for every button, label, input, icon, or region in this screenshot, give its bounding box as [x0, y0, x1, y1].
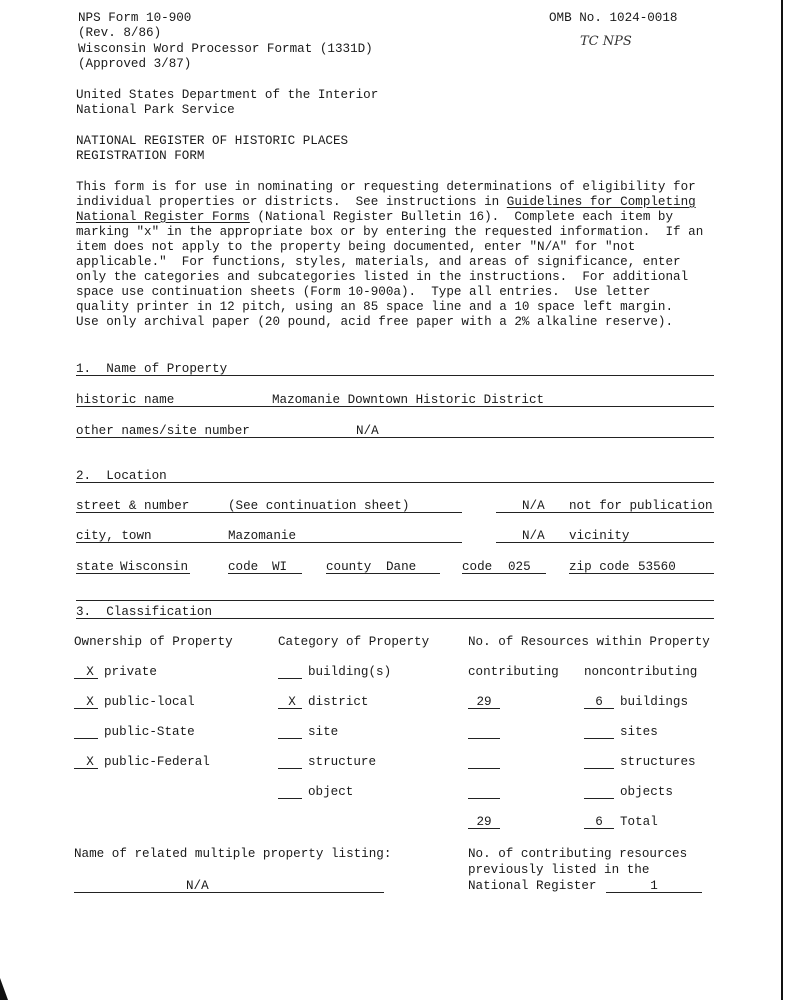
scan-corner-mark: [0, 978, 8, 1000]
related-listing-value[interactable]: N/A: [186, 879, 209, 893]
resources-objects-noncontributing-blank: [584, 798, 614, 799]
county-value[interactable]: Dane: [386, 560, 417, 574]
related-listing-rule: [74, 892, 384, 893]
resources-sites-noncontributing-blank: [584, 738, 614, 739]
historic-name-value[interactable]: Mazomanie Downtown Historic District: [272, 393, 545, 407]
street-na[interactable]: N/A: [522, 499, 545, 513]
resources-total-contributing[interactable]: 29: [476, 815, 492, 829]
ownership-public-federal-mark[interactable]: X: [86, 755, 94, 769]
vicinity-na[interactable]: N/A: [522, 529, 545, 543]
ownership-public-local-blank: [74, 708, 98, 709]
ownership-public-federal-blank: [74, 768, 98, 769]
resources-buildings-contributing-blank: [468, 708, 500, 709]
form-title: NATIONAL REGISTER OF HISTORIC PLACES: [76, 134, 349, 148]
ownership-heading: Ownership of Property: [74, 635, 233, 649]
publication-rule: [496, 512, 714, 513]
category-buildings-label: building(s): [308, 665, 392, 679]
handwritten-note: TC NPS: [580, 34, 632, 49]
street-label: street & number: [76, 499, 190, 513]
guidelines-link: Guidelines for Completing: [506, 195, 696, 209]
service: National Park Service: [76, 103, 235, 117]
resources-heading: No. of Resources within Property: [468, 635, 710, 649]
ownership-public-federal-label: public-Federal: [104, 755, 210, 769]
category-object-label: object: [308, 785, 354, 799]
county-label: county: [326, 560, 372, 574]
form-revision: (Rev. 8/86): [78, 26, 162, 40]
resources-sites-contributing-blank: [468, 738, 500, 739]
historic-name-label: historic name: [76, 393, 175, 407]
previously-listed-label-2: previously listed in the: [468, 863, 650, 877]
resources-sites-label: sites: [620, 725, 658, 739]
city-rule: [76, 542, 462, 543]
vicinity-rule: [496, 542, 714, 543]
resources-objects-contributing-blank: [468, 798, 500, 799]
previously-listed-label-3: National Register: [468, 879, 597, 893]
resources-buildings-noncontributing[interactable]: 6: [595, 695, 603, 709]
street-value[interactable]: (See continuation sheet): [228, 499, 410, 513]
category-district-mark[interactable]: X: [288, 695, 296, 709]
resources-objects-label: objects: [620, 785, 673, 799]
previously-listed-value[interactable]: 1: [650, 879, 658, 893]
city-label: city, town: [76, 529, 152, 543]
ownership-private-mark[interactable]: X: [86, 665, 94, 679]
resources-buildings-noncontributing-blank: [584, 708, 614, 709]
resources-structures-label: structures: [620, 755, 696, 769]
section-1-heading: 1. Name of Property: [76, 362, 228, 376]
previously-listed-label-1: No. of contributing resources: [468, 847, 688, 861]
contributing-heading: contributing: [468, 665, 559, 679]
section-1-rule: [76, 375, 714, 376]
state-rule: [76, 573, 190, 574]
resources-total-noncontributing[interactable]: 6: [595, 815, 603, 829]
ownership-public-state-label: public-State: [104, 725, 195, 739]
section-2-rule: [76, 482, 714, 483]
resources-structures-contributing-blank: [468, 768, 500, 769]
scan-edge-line: [781, 0, 783, 1000]
category-structure-label: structure: [308, 755, 377, 769]
form-approved: (Approved 3/87): [78, 57, 192, 71]
department: United States Department of the Interior: [76, 88, 379, 102]
ownership-public-local-label: public-local: [104, 695, 195, 709]
category-site-label: site: [308, 725, 339, 739]
state-code-rule: [228, 573, 302, 574]
street-rule: [76, 512, 462, 513]
form-format: Wisconsin Word Processor Format (1331D): [78, 42, 373, 56]
category-district-blank: [278, 708, 302, 709]
noncontributing-heading: noncontributing: [584, 665, 698, 679]
resources-buildings-label: buildings: [620, 695, 689, 709]
zip-label: zip code: [569, 560, 630, 574]
form-number: NPS Form 10-900: [78, 11, 192, 25]
state-label: state: [76, 560, 114, 574]
state-code-value[interactable]: WI: [272, 560, 288, 574]
resources-total-noncontributing-blank: [584, 828, 614, 829]
historic-name-rule: [76, 406, 714, 407]
zip-rule: [569, 573, 714, 574]
form-subtitle: REGISTRATION FORM: [76, 149, 205, 163]
category-district-label: district: [308, 695, 369, 709]
county-rule: [326, 573, 440, 574]
ownership-private-blank: [74, 678, 98, 679]
city-value[interactable]: Mazomanie: [228, 529, 297, 543]
section-2-bottom-rule: [76, 600, 714, 601]
county-code-value[interactable]: 025: [508, 560, 531, 574]
county-code-label: code: [462, 560, 493, 574]
state-value[interactable]: Wisconsin: [120, 560, 189, 574]
category-structure-blank: [278, 768, 302, 769]
zip-value[interactable]: 53560: [638, 560, 676, 574]
other-names-label: other names/site number: [76, 424, 250, 438]
category-site-blank: [278, 738, 302, 739]
resources-total-label: Total: [620, 815, 658, 829]
ownership-public-state-blank: [74, 738, 98, 739]
section-3-heading: 3. Classification: [76, 605, 213, 619]
previously-listed-rule: [606, 892, 702, 893]
county-code-rule: [462, 573, 546, 574]
omb-number: OMB No. 1024-0018: [549, 11, 678, 25]
resources-buildings-contributing[interactable]: 29: [476, 695, 492, 709]
ownership-private-label: private: [104, 665, 157, 679]
related-listing-label: Name of related multiple property listing:: [74, 847, 392, 861]
category-object-blank: [278, 798, 302, 799]
category-buildings-blank: [278, 678, 302, 679]
resources-total-contributing-blank: [468, 828, 500, 829]
instructions: This form is for use in nominating or requesting determinations of eligibility for individual properties or districts. See instructions in Guidelines for Completing National Register Forms (National Register Bulletin 16). Complete each item by marking "x" in the appropriate box or by entering the requested information. If an item does not apply to the property being documented, enter "N/A" for "not applicable." For functions, styles, materials, and areas of significance, enter only the categories and subcategories listed in the instructions. For additional space use continuation sheets (Form 10-900a). Type all entries. Use letter quality printer in 12 pitch, using an 85 space line and a 10 space left margin. Use only archival paper (20 pound, acid free paper with a 2% alkaline reserve).: [76, 180, 704, 329]
section-3-rule: [76, 618, 714, 619]
not-for-publication-label: not for publication: [569, 499, 713, 513]
resources-structures-noncontributing-blank: [584, 768, 614, 769]
category-heading: Category of Property: [278, 635, 430, 649]
other-names-rule: [76, 437, 714, 438]
ownership-public-local-mark[interactable]: X: [86, 695, 94, 709]
state-code-label: code: [228, 560, 259, 574]
section-2-heading: 2. Location: [76, 469, 167, 483]
other-names-value[interactable]: N/A: [356, 424, 379, 438]
vicinity-label: vicinity: [569, 529, 630, 543]
